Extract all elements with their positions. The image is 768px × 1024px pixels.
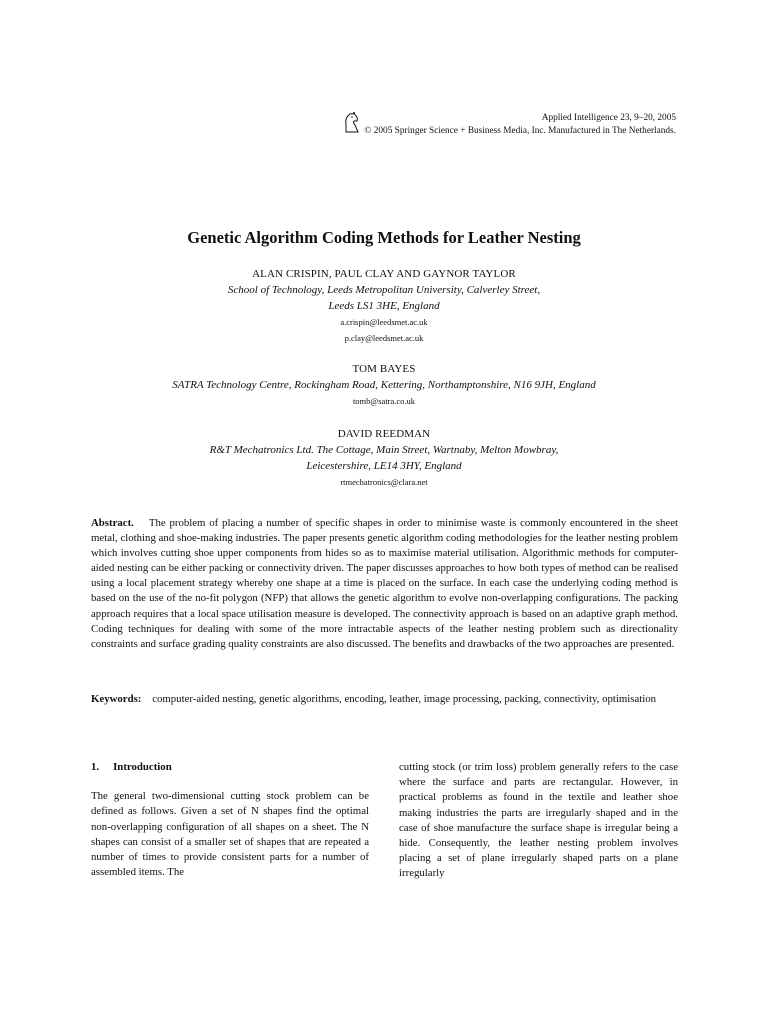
body-paragraph: cutting stock (or trim loss) problem generally refers to the case where the surface and parts are rectangular. However, in practical problems as found in the textile and leather shoe making industries the parts are irregularly shaped and in the case of shoe manufacture the surface shape is irregular being a hide. Consequently, the leather nesting problem involves placing a set of plane irregularly shaped parts on a plane irregularly [399,761,678,880]
author-group-1 [0,266,768,346]
springer-horse-icon [342,112,362,134]
body-paragraph: The general two-dimensional cutting stock problem can be defined as follows. Given a set of N shapes find the optimal non-overlapping configuration of all shapes on a sheet. The N shapes can consist of a smaller set of shapes that are repeated a number of times to provide consistent parts for a number of assembled items. The [91,790,369,879]
author-affiliation: Leicestershire, LE14 3HY, England [306,460,462,472]
author-group-2 [0,361,768,409]
journal-header [364,112,676,138]
abstract [91,516,678,652]
author-names: ALAN CRISPIN, PAUL CLAY AND GAYNOR TAYLOR [252,268,516,280]
abstract-label: Abstract. [91,517,134,529]
author-affiliation: School of Technology, Leeds Metropolitan University, Calverley Street, [227,284,541,296]
paper-title: Genetic Algorithm Coding Methods for Leather Nesting [187,228,581,247]
author-email[interactable]: tomb@satra.co.uk [352,396,416,406]
author-names: TOM BAYES [352,363,416,375]
author-affiliation: SATRA Technology Centre, Rockingham Road, Kettering, Northamptonshire, N16 9JH, England [172,379,596,391]
author-group-3 [0,426,768,490]
section-heading [91,760,369,775]
author-email[interactable]: a.crispin@leedsmet.ac.uk [340,317,428,327]
author-names: DAVID REEDMAN [337,428,431,440]
author-affiliation: R&T Mechatronics Ltd. The Cottage, Main Street, Wartnaby, Melton Mowbray, [209,444,559,456]
journal-citation: Applied Intelligence 23, 9–20, 2005 [541,113,676,123]
keywords-label: Keywords: [91,693,142,705]
journal-copyright: © 2005 Springer Science + Business Media, Inc. Manufactured in The Netherlands. [364,126,676,136]
author-affiliation: Leeds LS1 3HE, England [328,300,440,312]
body-column-left [91,760,369,880]
section-title: Introduction [113,761,172,773]
keywords-text: computer-aided nesting, genetic algorithms, encoding, leather, image processing, packing, connectivity, optimisation [152,693,657,705]
body-column-right [399,760,678,882]
keywords [91,692,678,707]
abstract-text: The problem of placing a number of specific shapes in order to minimise waste is commonly encountered in the sheet metal, clothing and shoe-making industries. The paper presents genetic algorithm coding methodologies for the leather nesting problem which involves cutting shoe upper components from hides so as to maximise material utilisation. Algorithmic methods for computer-aided nesting can be either packing or connectivity driven. The paper discusses approaches to how both types of method can be realised using a local placement strategy whereby one shape at a time is placed on the surface. In each case the underlying coding method is based on the use of the no-fit polygon (NFP) that allows the genetic algorithm to evolve non-overlapping configurations. The packing approach requires that a local space utilisation measure is developed. The connectivity approach is based on an adaptive graph method. Coding techniques for dealing with some of the more intractable aspects of the leather nesting problem such as directionality constraints and surface grading quality constraints are also discussed. The benefits and drawbacks of the two approaches are presented. [91,517,678,650]
section-number: 1. [91,761,100,773]
author-email[interactable]: p.clay@leedsmet.ac.uk [344,333,424,343]
author-email[interactable]: rtmechatronics@clara.net [340,477,428,487]
